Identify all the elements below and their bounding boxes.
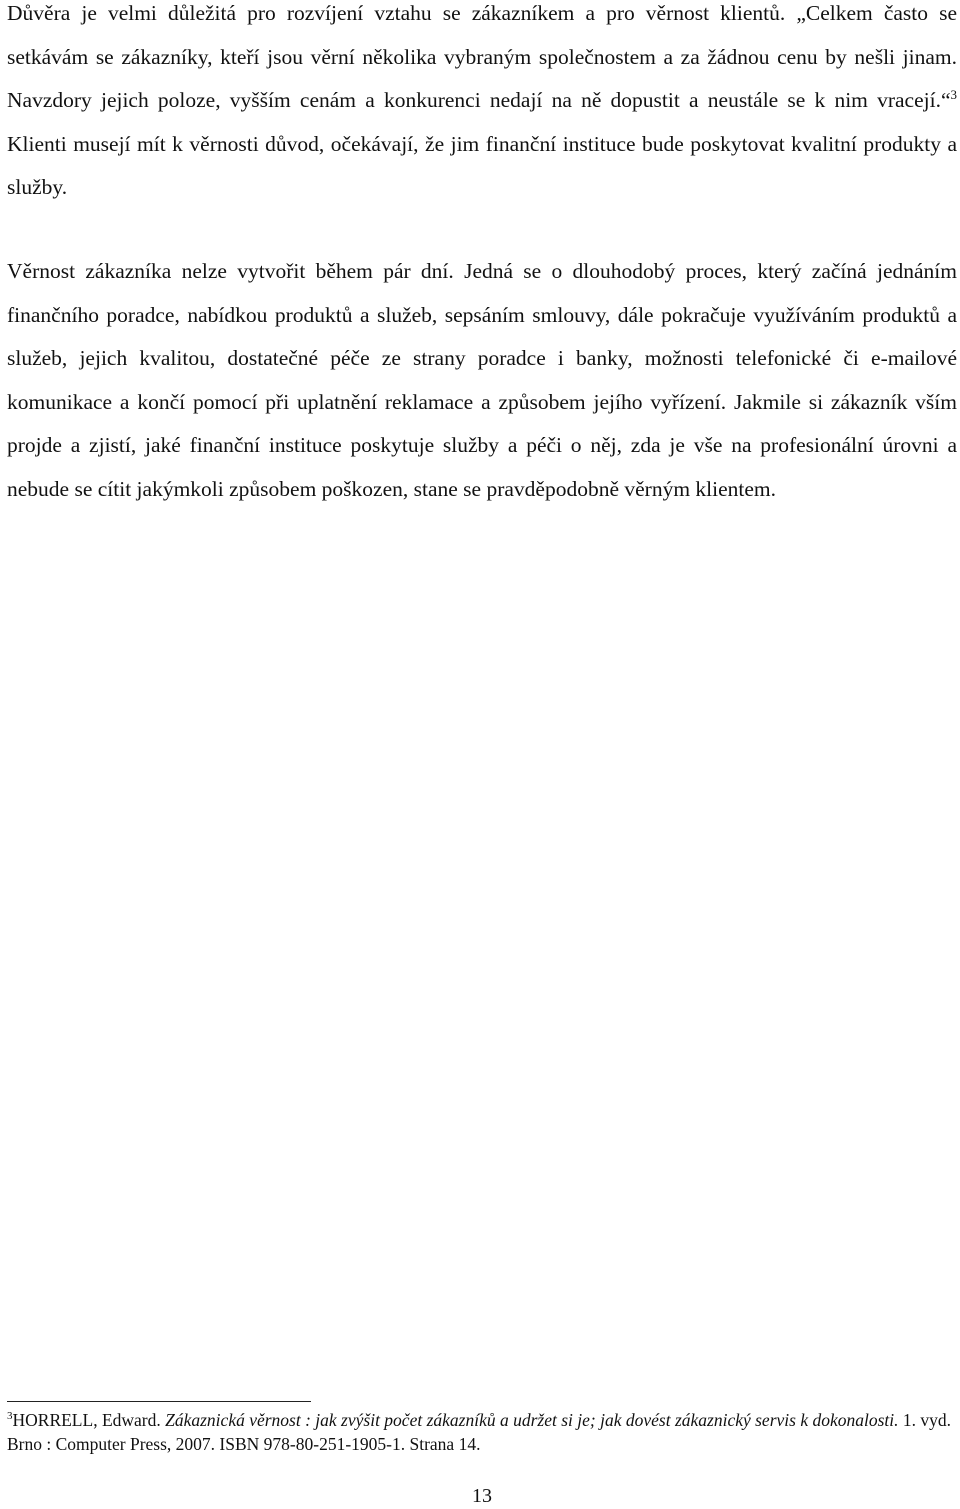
paragraph-loyalty <box>7 250 957 511</box>
footnote-title: Zákaznická věrnost : jak zvýšit počet zákazníků a udržet si je; jak dovést zákaznický servis k dokonalosti. <box>165 1410 899 1430</box>
paragraph-loyalty-text: Věrnost zákazníka nelze vytvořit během pár dní. Jedná se o dlouhodobý proces, který začíná jednáním finančního poradce, nabídkou produktů a služeb, sepsáním smlouvy, dále pokračuje využíváním produktů a služeb, jejich kvalitou, dostatečné péče ze strany poradce i banky, možnosti telefonické či e-mailové komunikace a končí pomocí při uplatnění reklamace a způsobem jejího vyřízení. Jakmile si zákazník vším projde a zjistí, jaké finanční instituce poskytuje služby a péči o něj, zda je vše na profesionální úrovni a nebude se cítit jakýmkoli způsobem poškozen, stane se pravděpodobně věrným klientem. <box>7 259 957 501</box>
footnote <box>7 1408 957 1456</box>
document-page <box>7 0 957 1509</box>
footnote-mark: 3 <box>7 1410 13 1423</box>
footnote-author: HORRELL, Edward. <box>12 1410 166 1430</box>
page-number: 13 <box>472 1485 492 1507</box>
footnote-divider <box>7 1401 311 1402</box>
footnote-publication: 1. vyd. Brno : Computer Press, 2007. ISBN 978-80-251-1905-1. Strana 14. <box>7 1410 952 1454</box>
paragraph-trust-text-b: Klienti musejí mít k věrnosti důvod, očekávají, že jim finanční instituce bude poskytovat kvalitní produkty a služby. <box>7 131 957 199</box>
paragraph-trust <box>7 0 957 210</box>
footnote-reference[interactable]: 3 <box>950 86 957 102</box>
paragraph-trust-text-a: Důvěra je velmi důležitá pro rozvíjení vztahu se zákazníkem a pro věrnost klientů. „Celkem často se setkávám se zákazníky, kteří jsou věrní několika vybraným společnostem a za žádnou cenu by nešli jinam. Navzdory jejich poloze, vyšším cenám a konkurenci nedají na ně dopustit a neustále se k nim vracejí.“ <box>7 1 957 112</box>
